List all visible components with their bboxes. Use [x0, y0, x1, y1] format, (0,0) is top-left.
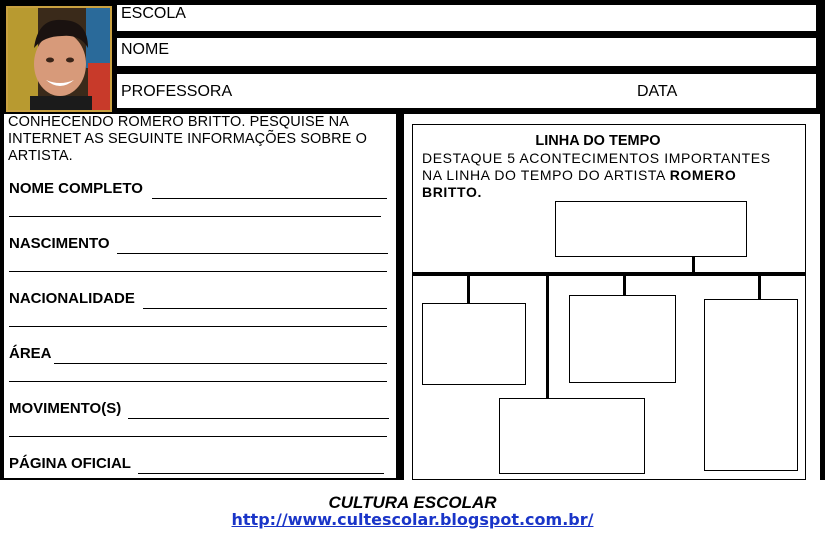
question-nascimento: NASCIMENTO: [9, 235, 110, 252]
question-nacionalidade: NACIONALIDADE: [9, 290, 135, 307]
professora-label: PROFESSORA: [121, 83, 233, 100]
nome-field[interactable]: [117, 38, 816, 66]
answer-line[interactable]: [9, 216, 381, 217]
footer-brand: CULTURA ESCOLAR: [328, 493, 497, 512]
event-connector: [467, 275, 470, 303]
event-connector: [623, 275, 626, 295]
escola-label: ESCOLA: [121, 5, 186, 22]
question-nome-completo: NOME COMPLETO: [9, 180, 143, 197]
answer-line[interactable]: [152, 198, 387, 199]
timeline-axis: [412, 272, 806, 276]
answer-line[interactable]: [9, 436, 387, 437]
research-intro: CONHECENDO ROMERO BRITTO. PESQUISE NA INTERNET AS SEGUINTE INFORMAÇÕES SOBRE O ARTISTA.: [8, 114, 368, 164]
event-box-3[interactable]: [569, 295, 676, 383]
answer-line[interactable]: [9, 271, 387, 272]
data-label: DATA: [637, 83, 678, 100]
timeline-panel: [404, 114, 820, 480]
research-panel: [4, 114, 396, 478]
answer-line[interactable]: [128, 418, 389, 419]
event-box-5[interactable]: [499, 398, 645, 474]
event-box-2[interactable]: [422, 303, 526, 385]
event-box-1[interactable]: [555, 201, 747, 257]
escola-field[interactable]: [117, 5, 816, 31]
answer-line[interactable]: [9, 381, 387, 382]
event-connector: [758, 275, 761, 299]
artist-photo: [6, 6, 112, 112]
question-movimentos: MOVIMENTO(S): [9, 400, 122, 417]
professora-field[interactable]: [117, 74, 816, 108]
footer: [0, 480, 825, 544]
timeline-instruction: [422, 150, 772, 201]
timeline-instruction-text: DESTAQUE 5 ACONTECIMENTOS IMPORTANTES NA LINHA DO TEMPO DO ARTISTA: [422, 150, 771, 183]
artist-portrait-image: [8, 8, 110, 110]
answer-line[interactable]: [138, 473, 384, 474]
timeline-artist-name: ROMERO BRITTO.: [422, 167, 737, 200]
event-connector: [692, 257, 695, 273]
nome-label: NOME: [121, 41, 169, 58]
answer-line[interactable]: [54, 363, 387, 364]
event-connector: [546, 275, 549, 399]
event-box-4[interactable]: [704, 299, 798, 471]
timeline-title: LINHA DO TEMPO: [535, 133, 661, 149]
question-area: ÁREA: [9, 345, 52, 362]
answer-line[interactable]: [9, 326, 387, 327]
answer-line[interactable]: [117, 253, 388, 254]
answer-line[interactable]: [143, 308, 387, 309]
question-pagina-oficial: PÁGINA OFICIAL: [9, 455, 131, 472]
footer-url-link[interactable]: http://www.cultescolar.blogspot.com.br/: [231, 510, 594, 529]
